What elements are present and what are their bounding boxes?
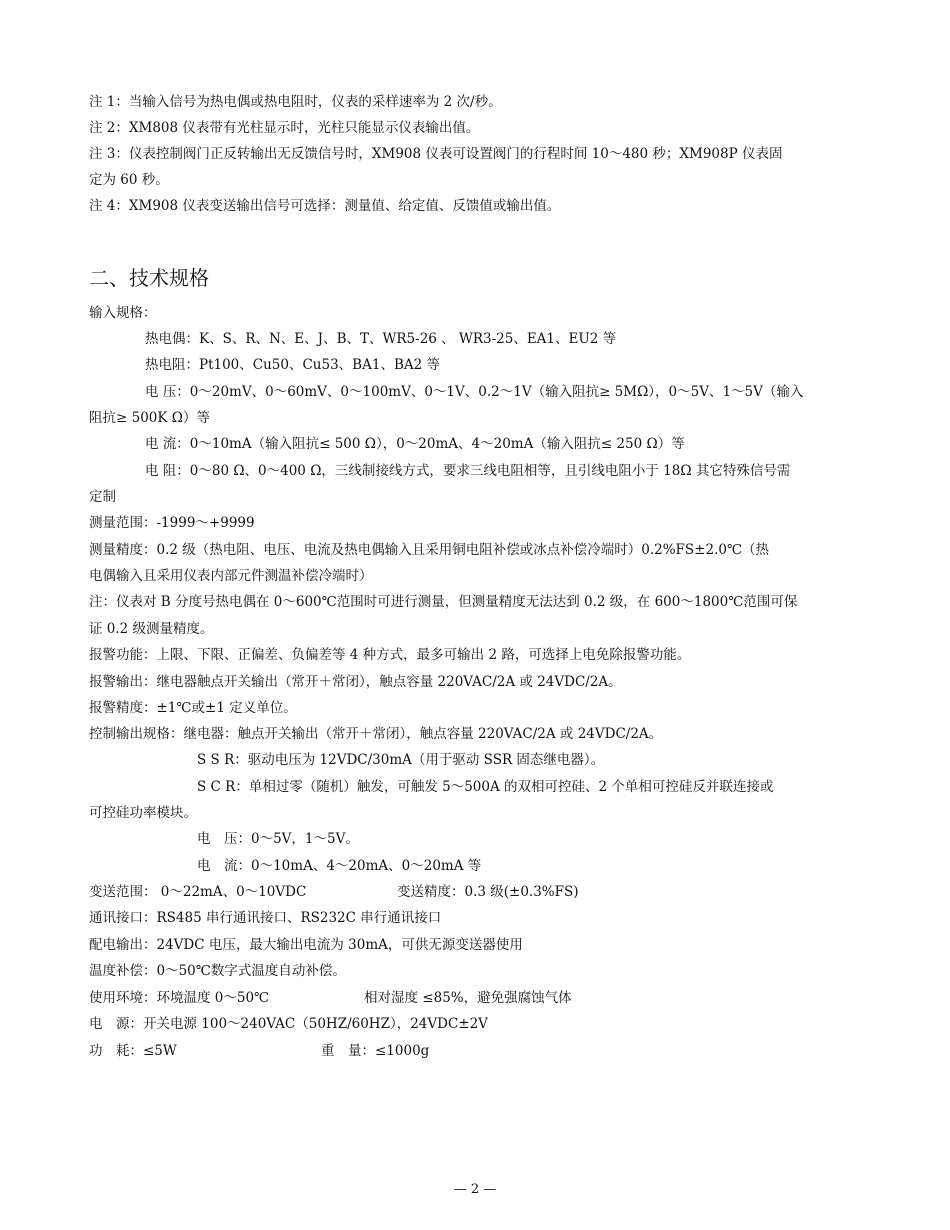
- input-spec-label: 输入规格：: [89, 305, 157, 321]
- control-output-scr-cont: 可控硅功率模块。: [89, 805, 197, 821]
- control-output-scr: S C R：单相过零（随机）触发，可触发 5～500A 的双相可控硅、2 个单相可控硅反并联连接或: [197, 779, 774, 795]
- temperature-compensation: 温度补偿：0～50℃数字式温度自动补偿。: [89, 963, 346, 979]
- alarm-output: 报警输出：继电器触点开关输出（常开＋常闭），触点容量 220VAC/2A 或 24VDC/2A。: [89, 674, 622, 690]
- input-rtd: 热电阻：Pt100、Cu50、Cu53、BA1、BA2 等: [145, 357, 440, 373]
- note-b-type-cont: 证 0.2 级测量精度。: [89, 621, 214, 637]
- transmit-range: 变送范围： 0～22mA、0～10VDC: [89, 884, 307, 900]
- note-4: 注 4：XM908 仪表变送输出信号可选择：测量值、给定值、反馈值或输出值。: [89, 198, 561, 214]
- control-output-relay: 控制输出规格：继电器：触点开关输出（常开＋常闭），触点容量 220VAC/2A 或 24VDC/2A。: [89, 726, 663, 742]
- power-distribution: 配电输出：24VDC 电压，最大输出电流为 30mA，可供无源变送器使用: [89, 937, 523, 953]
- measure-range: 测量范围：-1999～+9999: [89, 515, 255, 531]
- page-number: — 2 —: [453, 1182, 497, 1197]
- note-3: 注 3：仪表控制阀门正反转输出无反馈信号时，XM908 仪表可设置阀门的行程时间 10～480 秒；XM908P 仪表固: [89, 146, 783, 162]
- section-title: 二、技术规格: [89, 266, 209, 290]
- measure-accuracy-cont: 电偶输入且采用仪表内部元件测温补偿冷端时）: [89, 568, 373, 584]
- note-1: 注 1：当输入信号为热电偶或热电阻时，仪表的采样速率为 2 次/秒。: [89, 94, 502, 110]
- control-output-voltage: 电 压：0～5V，1～5V。: [197, 831, 359, 847]
- alarm-accuracy: 报警精度：±1℃或±1 定义单位。: [89, 700, 297, 716]
- control-output-ssr: S S R：驱动电压为 12VDC/30mA（用于驱动 SSR 固态继电器）。: [197, 752, 605, 768]
- weight: 重 量：≤1000g: [321, 1043, 430, 1059]
- input-thermocouple: 热电偶：K、S、R、N、E、J、B、T、WR5-26 、 WR3-25、EA1、EU2 等: [145, 331, 617, 347]
- input-resistance: 电 阻：0～80 Ω、0～400 Ω，三线制接线方式，要求三线电阻相等，且引线电阻小于 18Ω 其它特殊信号需: [145, 463, 791, 479]
- transmit-accuracy: 变送精度：0.3 级(±0.3%FS): [397, 884, 579, 900]
- power-supply: 电 源：开关电源 100～240VAC（50HZ/60HZ），24VDC±2V: [89, 1016, 488, 1032]
- input-voltage: 电 压：0～20mV、0～60mV、0～100mV、0～1V、0.2～1V（输入阻抗≥ 5MΩ），0～5V、1～5V（输入: [145, 384, 804, 400]
- power-consumption: 功 耗：≤5W: [89, 1043, 177, 1059]
- environment-temperature: 使用环境：环境温度 0～50℃: [89, 990, 270, 1006]
- control-output-current: 电 流：0～10mA、4～20mA、0～20mA 等: [197, 858, 482, 874]
- measure-accuracy: 测量精度：0.2 级（热电阻、电压、电流及热电偶输入且采用铜电阻补偿或冰点补偿冷端时）0.2%FS±2.0℃（热: [89, 542, 770, 558]
- note-b-type: 注：仪表对 B 分度号热电偶在 0～600℃范围时可进行测量，但测量精度无法达到 0.2 级，在 600～1800℃范围可保: [89, 594, 798, 610]
- environment-humidity: 相对湿度 ≤85%，避免强腐蚀气体: [364, 990, 572, 1006]
- input-current: 电 流：0～10mA（输入阻抗≤ 500 Ω），0～20mA、4～20mA（输入阻抗≤ 250 Ω）等: [145, 436, 685, 452]
- input-resistance-cont: 定制: [89, 489, 116, 505]
- comm-interface: 通讯接口：RS485 串行通讯接口、RS232C 串行通讯接口: [89, 910, 442, 926]
- input-voltage-cont: 阻抗≥ 500K Ω）等: [89, 410, 210, 426]
- note-3-cont: 定为 60 秒。: [89, 172, 169, 188]
- alarm-function: 报警功能：上限、下限、正偏差、负偏差等 4 种方式，最多可输出 2 路，可选择上电免除报警功能。: [89, 647, 691, 663]
- note-2: 注 2：XM808 仪表带有光柱显示时，光柱只能显示仪表输出值。: [89, 120, 480, 136]
